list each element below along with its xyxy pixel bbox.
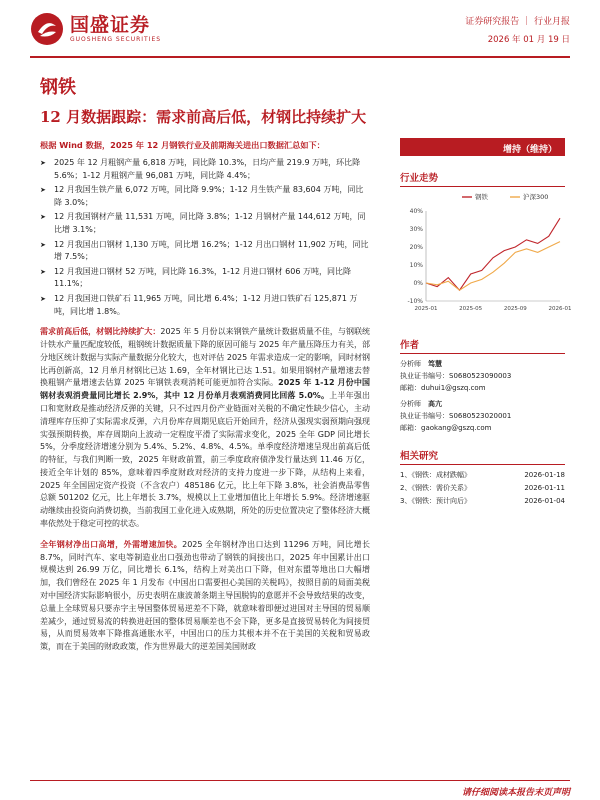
related-date: 2026-01-18 (524, 471, 565, 479)
legend-label: 沪深300 (523, 193, 549, 201)
analyst-email[interactable]: duhui1@gszq.com (421, 384, 486, 392)
page-footer (0, 780, 600, 800)
related-research-list (400, 469, 565, 508)
y-tick-label: 10% (409, 262, 423, 269)
x-tick-label: 2025-05 (459, 306, 483, 312)
export-paragraph (40, 539, 370, 654)
paragraph-highlight: 2025 年 1-12 月份中国钢材表观消费量同比增长 2.9%，其中 12 月份单月表观消费同比回落 5.0%。 (40, 378, 370, 401)
series-line-csi300 (426, 242, 560, 291)
header-divider (30, 56, 570, 58)
paragraph-text: 2025 全年钢材净出口达到 11296 万吨，同比增长 8.7%，同时汽车、家电等制造业出口强劲也带动了钢铁的间接出口，2025 年中国累计出口规模达到 26.99 万亿，同比增长 6.1%，结构上对美出口下降，但对东盟等地出口大幅增加，我们曾经在 2025 年 1 月发布《中国出口需要担心美国的关税吗》，按照目前的局面美税对中国经济实际影响很小，历史表明在康波萧条期主导国脱钩的意愿并不会导致结果的改变，总量上全球贸易只要赤字主导国整体贸易逆差不下降，就意味着即便过进国对主导国的贸易顺差减少，通过贸易流的转换进赶国的整体贸易顺差也不会下降，更多是直接贸易转化为间接贸易，从而贸易效率下降推高通胀水平，中国出口的压力其根本并不在于美国的关税和贸易政策，而在于美国的财政政策，作为世界最大的逆差国美国财政 (40, 539, 371, 652)
trend-section-title: 行业走势 (400, 170, 565, 187)
legend-label: 钢铁 (475, 193, 488, 201)
y-tick-label: -10% (407, 298, 423, 305)
related-date: 2026-01-04 (524, 497, 565, 505)
report-date: 2026 年 01 月 19 日 (487, 35, 570, 45)
analyst-2 (400, 398, 565, 434)
main-column (40, 138, 370, 654)
trend-chart (400, 189, 572, 319)
paragraph-text: 上半年强出口和宽财政是推动经济反弹的关键，只不过四月份产业链面对关税的不确定性缺少信心，主动清理库存压抑了实际需求反弹，六月份库存周期见底后开始回升，经济从强现实弱预期向强现实强预期转换，库存周期向上波动一定程度平滑了实际需求变化，2025 全年 GDP 同比增长 5%，分季度经济增速分别为 5.4%、5.2%、4.8%、4.5%。单季度经济增速呈现出前高后低的特征，与我们判断一致，2025 年财政前置，前三季度政府债净发行量达到 11.46 万亿，接近全年计划的 85%，意味着四季度财政对经济的支持力度进一步下降，从结构上来看，2025 年全国固定资产投资（不含农户）485186 亿元，比上年下降 3.8%，社会消费品零售总额 501202 亿元，比上年增长 3.7%，规模以上工业增加值比上年增长 5.9%。经济增速驱动继续由投资向消费切换，当前我国工业化进入成熟期，所处的历史位置决定了整体经济大概率依然处于稳定可控的状态。 (40, 391, 370, 529)
page-header (0, 0, 600, 60)
y-tick-label: 30% (409, 226, 423, 233)
sector-title: 钢铁 (40, 77, 76, 98)
paragraph-lead: 全年钢材净出口高增，外需增速加快。 (40, 539, 183, 549)
cert-label: 执业证书编号： (400, 412, 449, 420)
related-title[interactable]: 2、《钢铁：需价关系》 (400, 484, 471, 492)
analyst-role: 分析师 (400, 360, 421, 368)
demand-paragraph (40, 326, 370, 531)
report-category: 证券研究报告 ｜ 行业月报 (465, 17, 570, 27)
email-label: 邮箱： (400, 384, 421, 392)
rating-badge: 增持（维持） (400, 138, 565, 156)
company-name-cn: 国盛证券 (70, 14, 151, 36)
list-item: ➤ 2025 年 12 月粗钢产量 6,818 万吨，同比降 10.3%，日均产量 219.9 万吨，环比降 5.6%；1-12 月粗钢产量 96,081 万吨，同比降 4.4%； (40, 157, 370, 182)
series-line-steel (426, 218, 560, 290)
related-section-title: 相关研究 (400, 448, 565, 465)
related-title[interactable]: 3、《钢铁：预计向后》 (400, 497, 471, 505)
y-tick-label: 40% (409, 208, 423, 215)
analyst-name: 高亢 (428, 400, 442, 408)
intro-text: 根据 Wind 数据，2025 年 12 月钢铁行业及前期海关进出口数据汇总如下： (40, 140, 325, 150)
list-item: ➤ 12 月我国出口钢材 1,130 万吨，同比增 16.2%；1-12 月出口钢材 11,902 万吨，同比增 7.5%； (40, 239, 370, 264)
x-tick-label: 2025-01 (414, 306, 438, 312)
authors-section-title: 作者 (400, 337, 565, 354)
related-item[interactable] (400, 469, 565, 482)
related-item[interactable] (400, 495, 565, 508)
paragraph-text: 2025 年 5 月份以来钢铁产量统计数据质量不佳，与钢联统计铁水产量匹配度较低，粗钢统计数据质量下降的原因可能与 2025 年产量压降压力有关，部分地区统计数据与实际产量数据分化较大，也对评估 2025 年需求造成一定的影响，同时材钢比再创新高，12 月单月材钢比已达 1.69，全年材钢比已达 1.51。如果用钢材产量增速去替换粗钢产量增速去估算 2025 年钢铁表观消耗可能更加符合实际。 (40, 327, 371, 388)
related-title[interactable]: 1、《钢铁：成材跌幅》 (400, 471, 471, 479)
disclaimer-note: 请仔细阅读本报告末页声明 (461, 788, 570, 798)
company-name-en: GUOSHENG SECURITIES (70, 36, 162, 43)
list-item: ➤ 12 月我国生铁产量 6,072 万吨，同比降 9.9%；1-12 月生铁产量 83,604 万吨，同比降 3.0%； (40, 184, 370, 209)
email-label: 邮箱： (400, 424, 421, 432)
company-logo-icon (30, 12, 64, 46)
company-logo (30, 12, 161, 46)
footer-divider (30, 780, 570, 781)
cert-number: S0680523090003 (449, 372, 512, 380)
report-headline: 12 月数据跟踪：需求前高后低，材钢比持续扩大 (40, 108, 367, 126)
x-tick-label: 2026-01 (548, 306, 572, 312)
analyst-1 (400, 358, 565, 394)
analyst-name: 笃慧 (428, 360, 442, 368)
list-item: ➤ 12 月我国进口钢材 52 万吨，同比降 16.3%，1-12 月进口钢材 606 万吨，同比降 11.1%； (40, 266, 370, 291)
cert-label: 执业证书编号： (400, 372, 449, 380)
related-date: 2026-01-11 (524, 484, 565, 492)
related-item[interactable] (400, 482, 565, 495)
analyst-email[interactable]: gaokang@gszq.com (421, 424, 492, 432)
analyst-role: 分析师 (400, 400, 421, 408)
paragraph-lead: 需求前高后低，材钢比持续扩大： (40, 327, 161, 337)
cert-number: S0680523020001 (449, 412, 512, 420)
data-bullet-list (40, 157, 370, 318)
list-item: ➤ 12 月我国进口铁矿石 11,965 万吨，同比增 6.4%；1-12 月进口铁矿石 125,871 万吨，同比增 1.8%。 (40, 293, 370, 318)
sidebar-column (400, 138, 572, 508)
y-tick-label: 20% (409, 244, 423, 251)
x-tick-label: 2025-09 (503, 306, 527, 312)
y-tick-label: 0% (413, 280, 423, 287)
list-item: ➤ 12 月我国钢材产量 11,531 万吨，同比降 3.8%；1-12 月钢材产量 144,612 万吨，同比增 3.1%； (40, 211, 370, 236)
